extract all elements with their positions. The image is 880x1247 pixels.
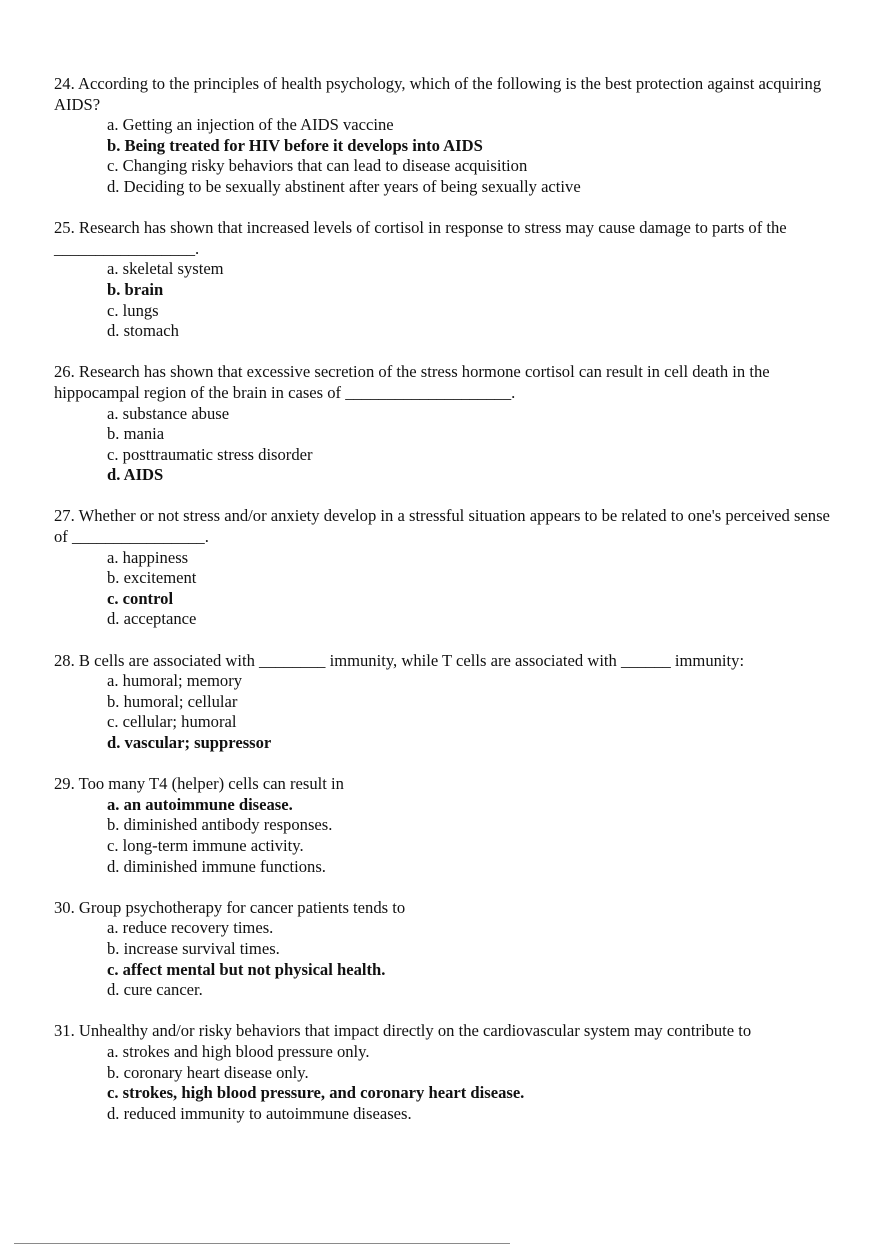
answer-option-highlighted: c. control [107,588,174,608]
answer-option-highlighted: d. vascular; suppressor [107,733,272,752]
answer-option: a. happiness [107,547,189,567]
answer-option: b. increase survival times. [107,938,280,958]
answer-option: d. stomach [107,321,179,341]
question-stem: 28. B cells are associated with ________ immunity, while T cells are associated with ______ immunity: [54,650,745,670]
answer-option: b. coronary heart disease only. [107,1062,309,1082]
answer-option-highlighted: b. Being treated for HIV before it develops into AIDS [107,135,483,155]
question-stem: 29. Too many T4 (helper) cells can result in [54,774,344,794]
question-stem: 30. Group psychotherapy for cancer patients tends to [54,897,406,917]
answer-option: b. diminished antibody responses. [107,815,333,835]
question-block [54,362,834,486]
question-block [54,506,834,630]
answer-option: a. humoral; memory [107,671,243,691]
answer-option-highlighted: b. brain [107,279,164,299]
answer-option: c. long-term immune activity. [107,835,304,855]
answer-option: a. Getting an injection of the AIDS vaccine [107,115,394,135]
footer-rule [14,1243,510,1244]
answer-option: b. excitement [107,568,197,588]
answer-option: b. humoral; cellular [107,691,238,711]
answer-option: d. Deciding to be sexually abstinent after years of being sexually active [107,176,581,196]
question-stem: 25. Research has shown that increased levels of cortisol in response to stress may cause damage to parts of the _________________. [54,218,787,258]
answer-option: b. mania [107,424,165,444]
answer-option: c. cellular; humoral [107,712,237,732]
answer-option: a. strokes and high blood pressure only. [107,1041,370,1061]
answer-option: d. acceptance [107,609,197,629]
answer-option: c. Changing risky behaviors that can lead to disease acquisition [107,156,528,176]
question-stem: 27. Whether or not stress and/or anxiety develop in a stressful situation appears to be related to one's perceived sense of ________________. [54,506,830,547]
question-block [54,774,834,877]
question-stem: 24. According to the principles of health psychology, which of the following is the best protection against acquiring AIDS? [54,74,822,114]
answer-option-highlighted: c. strokes, high blood pressure, and coronary heart disease. [107,1083,525,1103]
question-block [54,898,834,1001]
answer-option: c. lungs [107,300,159,320]
answer-option: a. substance abuse [107,403,230,423]
answer-option-highlighted: a. an autoimmune disease. [107,794,293,814]
question-stem: 31. Unhealthy and/or risky behaviors that impact directly on the cardiovascular system may contribute to [54,1021,752,1041]
answer-option-highlighted: d. AIDS [107,465,164,485]
answer-option: d. reduced immunity to autoimmune diseases. [107,1103,412,1123]
question-block [54,1021,834,1124]
question-stem: 26. Research has shown that excessive secretion of the stress hormone cortisol can result in cell death in the hippocampal region of the brain in cases of ____________________. [54,362,770,402]
question-block [54,74,834,198]
answer-option: c. posttraumatic stress disorder [107,444,313,464]
question-block [54,651,834,754]
document-page [54,74,834,1145]
answer-option: d. cure cancer. [107,980,203,1000]
answer-option: a. reduce recovery times. [107,918,274,938]
answer-option-highlighted: c. affect mental but not physical health. [107,959,386,979]
answer-option: a. skeletal system [107,259,224,279]
question-block [54,218,834,342]
answer-option: d. diminished immune functions. [107,856,326,876]
